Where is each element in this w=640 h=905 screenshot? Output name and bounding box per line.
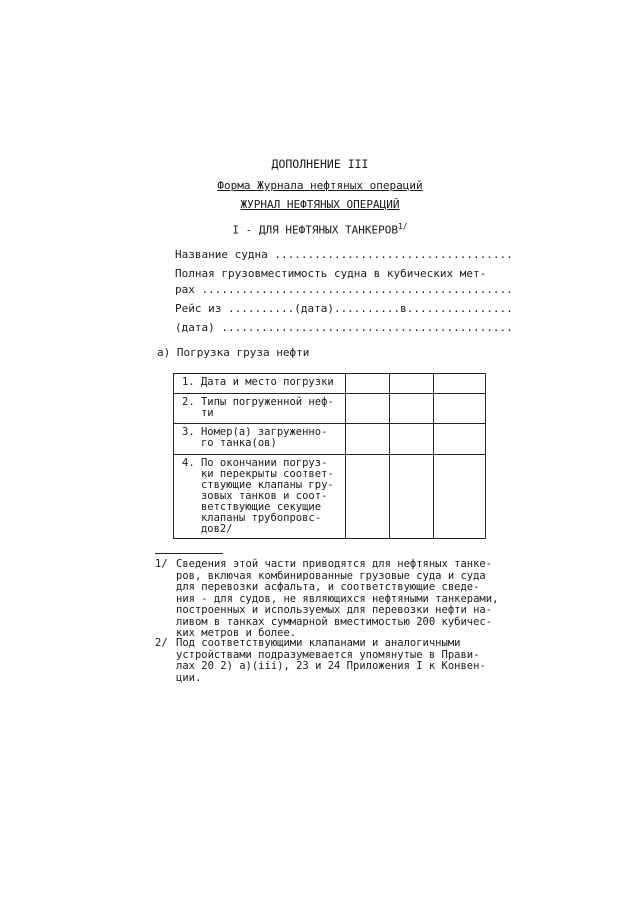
journal-title: ЖУРНАЛ НЕФТЯНЫХ ОПЕРАЦИЙ — [240, 198, 400, 211]
entry-cell — [389, 394, 433, 424]
section-label: а) Погрузка груза нефти — [157, 346, 310, 359]
capacity-field-line2: рах ............................................... — [175, 283, 513, 296]
entry-cell — [345, 424, 389, 455]
entry-cell — [345, 394, 389, 424]
row-description: 3. Номер(а) загруженно- го танка(ов) — [174, 424, 346, 455]
form-title: Форма Журнала нефтяных операций — [217, 179, 423, 192]
entry-cell — [345, 374, 389, 394]
entry-cell — [433, 394, 485, 424]
footnote-1-marker: 1/ — [155, 558, 168, 570]
voyage-field: Рейс из ..........(дата)..........в................ — [175, 302, 513, 315]
ship-name-field: Название судна .................................... — [175, 248, 513, 261]
entry-cell — [433, 455, 485, 539]
entry-cell — [389, 455, 433, 539]
row-description: 2. Типы погруженной неф- ти — [174, 394, 346, 424]
row-description: 1. Дата и место погрузки — [174, 374, 346, 394]
table-row — [174, 394, 486, 424]
part-title — [0, 222, 640, 237]
part-title-text: I - ДЛЯ НЕФТЯНЫХ ТАНКЕРОВ — [232, 223, 398, 237]
date-field: (дата) ............................................ — [175, 321, 513, 334]
oil-loading-table — [173, 373, 486, 539]
entry-cell — [389, 424, 433, 455]
footnote-2-marker: 2/ — [155, 637, 168, 649]
table-row — [174, 424, 486, 455]
entry-cell — [433, 424, 485, 455]
part-title-footnote-ref: 1/ — [397, 222, 408, 231]
footnote-2-text: Под соответствующими клапанами и аналогичными устройствами подразумевается упомянутые в Прави- лах 20 2) а)(iii), 23 и 24 Приложения I к Конвен- ции. — [176, 637, 486, 684]
entry-cell — [389, 374, 433, 394]
table-row — [174, 455, 486, 539]
row-description: 4. По окончании погруз- ки перекрыты соответ- ствующие клапаны гру- зовых танков и соот- ветствующие секущие клапаны трубопровс- дов2/ — [174, 455, 346, 539]
footnote-separator — [155, 553, 223, 554]
capacity-field-line1: Полная грузовместимость судна в кубических мет- — [175, 267, 487, 280]
appendix-title: ДОПОЛНЕНИЕ III — [271, 157, 369, 171]
footnote-1-text: Сведения этой части приводятся для нефтяных танке- ров, включая комбинированные грузовые суда и суда для перевозки асфальта, и соответствующие сведе- ния - для судов, не являющихся нефтяными танкерами, построенных и используемых для перевозки нефти на- ливом в танках суммарной вместимостью 200 кубичес- ких метров и более. — [176, 558, 499, 639]
entry-cell — [433, 374, 485, 394]
table-row — [174, 374, 486, 394]
entry-cell — [345, 455, 389, 539]
